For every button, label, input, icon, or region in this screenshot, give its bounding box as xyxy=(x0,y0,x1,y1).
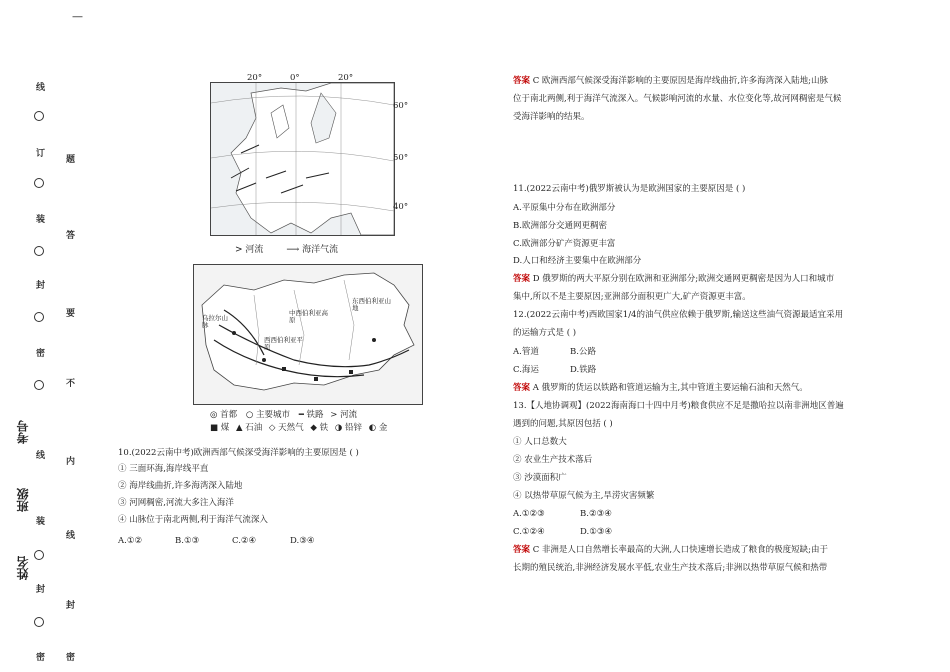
lon-label: 20° xyxy=(338,73,354,83)
answer-10 xyxy=(513,77,828,86)
region-label: 西西伯利亚平原 xyxy=(264,336,303,352)
lat-label: 60° xyxy=(393,101,409,111)
q13-stem: 13.【人地协调观】(2022海南海口十四中月考)粮食供应不足是撒哈拉以南非洲地区普遍 xyxy=(513,401,844,411)
q13-stem-line: 遇到的问题,其原因包括 ( ) xyxy=(513,419,613,429)
answer-label: 答案 xyxy=(513,383,531,393)
lon-label: 20° xyxy=(247,73,263,83)
legend-river: 河流 xyxy=(245,245,264,255)
iron-icon: ◆ xyxy=(310,423,317,433)
legend-iron: 铁 xyxy=(319,423,329,433)
oil-icon: ▲ xyxy=(235,423,243,433)
railway-icon: ━ xyxy=(298,410,304,420)
seal-char: 题 xyxy=(66,155,76,165)
gas-icon: ◇ xyxy=(268,423,276,433)
seal-char: 答 xyxy=(66,231,76,241)
seal-char: 内 xyxy=(66,457,76,467)
binding-hole xyxy=(34,178,44,188)
seal-char: 订 xyxy=(36,149,46,159)
exam-number-label: 考号 xyxy=(16,420,30,444)
seal-char: 要 xyxy=(66,309,76,319)
gold-icon: ◐ xyxy=(368,423,377,433)
legend-gas: 天然气 xyxy=(278,423,304,433)
q13-option: ③ 沙漠面积广 xyxy=(513,473,567,483)
river-symbol-icon: > xyxy=(235,245,243,255)
seal-char: 密 xyxy=(36,653,46,663)
q13-choice: C.①②④ xyxy=(513,527,545,537)
russia-map xyxy=(193,264,423,405)
q10-choice: C.②④ xyxy=(232,536,257,546)
binding-hole xyxy=(34,312,44,322)
q10-option: ④ 山脉位于南北两侧,利于海洋气流深入 xyxy=(118,515,268,525)
q11-option: A.平原集中分布在欧洲部分 xyxy=(513,203,616,213)
top-dash: — xyxy=(72,10,83,23)
q10-option: ③ 河网稠密,河流大多注入海洋 xyxy=(118,498,234,508)
lead-zinc-icon: ◑ xyxy=(334,423,343,433)
answer-11-line: 集中,所以不是主要原因;亚洲部分面积更广大,矿产资源更丰富。 xyxy=(513,292,751,302)
river-icon: > xyxy=(330,410,338,420)
answer-text: C 欧洲西部气候深受海洋影响的主要原因是海岸线曲折,许多海湾深入陆地;山脉 xyxy=(532,76,828,86)
legend-coal: 煤 xyxy=(220,423,230,433)
q12-option: D.铁路 xyxy=(570,365,597,375)
seal-char: 装 xyxy=(36,517,46,527)
binding-hole xyxy=(34,617,44,627)
answer-text: A 俄罗斯的货运以铁路和管道运输为主,其中管道主要运输石油和天然气。 xyxy=(532,383,808,393)
seal-char: 装 xyxy=(36,215,46,225)
answer-11 xyxy=(513,275,834,284)
region-label: 中西伯利亚高原 xyxy=(289,309,328,325)
q13-choice: B.②③④ xyxy=(580,509,612,519)
q10-choice: B.①③ xyxy=(175,536,200,546)
legend-lead-zinc: 铅锌 xyxy=(344,423,362,433)
binding-hole xyxy=(34,550,44,560)
lat-label: 40° xyxy=(393,202,409,212)
q11-option: B.欧洲部分交通网更稠密 xyxy=(513,221,607,231)
q13-option: ② 农业生产技术落后 xyxy=(513,455,593,465)
region-label: 乌拉尔山脉 xyxy=(202,314,228,330)
q13-option: ④ 以热带草原气候为主,旱涝灾害频繁 xyxy=(513,491,655,501)
q11-stem: 11.(2022云南中考)俄罗斯被认为是欧洲国家的主要原因是 ( ) xyxy=(513,184,746,194)
lon-label: 0° xyxy=(290,73,300,83)
answer-text: C 非洲是人口自然增长率最高的大洲,人口快速增长造成了粮食的极度短缺;由于 xyxy=(532,545,828,555)
answer-10-line: 受海洋影响的结果。 xyxy=(513,112,590,122)
coal-icon: ■ xyxy=(210,423,219,433)
region-label: 东西伯利亚山地 xyxy=(352,297,391,313)
europe-map-legend xyxy=(235,242,338,255)
q10-choice: D.③④ xyxy=(290,536,315,546)
city-icon: ○ xyxy=(245,410,254,420)
current-arrow-icon: ⟶ xyxy=(286,245,300,255)
capital-icon: ◎ xyxy=(210,410,218,420)
answer-10-line: 位于南北两侧,利于海洋气流深入。气候影响河流的水量、水位变化等,故河网稠密是气候 xyxy=(513,94,842,104)
answer-12 xyxy=(513,384,808,393)
seal-char: 不 xyxy=(66,379,76,389)
class-label: 班级 xyxy=(16,488,30,512)
q13-option: ① 人口总数大 xyxy=(513,437,567,447)
russia-map-legend-row1 xyxy=(210,408,357,420)
seal-char: 线 xyxy=(36,451,46,461)
russia-map-graphic xyxy=(194,265,422,404)
legend-capital: 首都 xyxy=(220,410,238,420)
q12-option: A.管道 xyxy=(513,347,539,357)
legend-oil: 石油 xyxy=(245,423,263,433)
q13-choice: A.①②③ xyxy=(513,509,545,519)
answer-13 xyxy=(513,546,828,555)
q12-stem-line: 的运输方式是 ( ) xyxy=(513,328,577,338)
binding-hole xyxy=(34,246,44,256)
name-label: 姓名 xyxy=(16,556,30,580)
europe-map xyxy=(210,82,395,236)
europe-map-graphic xyxy=(211,83,394,235)
q11-option: D.人口和经济主要集中在欧洲部分 xyxy=(513,256,642,266)
legend-current: 海洋气流 xyxy=(302,245,339,255)
legend-city: 主要城市 xyxy=(255,410,290,420)
lat-label: 50° xyxy=(393,153,409,163)
seal-char: 线 xyxy=(36,83,46,93)
legend-railway: 铁路 xyxy=(306,410,324,420)
binding-hole xyxy=(34,111,44,121)
q10-stem: 10.(2022云南中考)欧洲西部气候深受海洋影响的主要原因是 ( ) xyxy=(118,448,359,458)
seal-char: 封 xyxy=(36,585,46,595)
binding-hole xyxy=(34,380,44,390)
legend-gold: 金 xyxy=(378,423,388,433)
russia-map-legend-row2 xyxy=(210,421,387,433)
q10-option: ① 三面环海,海岸线平直 xyxy=(118,464,209,474)
q10-choice: A.①② xyxy=(118,536,143,546)
seal-char: 密 xyxy=(66,653,76,663)
answer-label: 答案 xyxy=(513,274,531,284)
answer-text: D 俄罗斯的两大平原分别在欧洲和亚洲部分;欧洲交通网更稠密是因为人口和城市 xyxy=(532,274,835,284)
q12-stem: 12.(2022云南中考)西欧国家1/4的油气供应依赖于俄罗斯,输送这些油气资源最适宜采用 xyxy=(513,310,844,320)
answer-label: 答案 xyxy=(513,76,531,86)
seal-char: 封 xyxy=(36,281,46,291)
answer-13-line: 长期的殖民统治,非洲经济发展水平低,农业生产技术落后;非洲以热带草原气候和热带 xyxy=(513,563,828,573)
q13-choice: D.①③④ xyxy=(580,527,613,537)
legend-river: 河流 xyxy=(340,410,358,420)
q10-option: ② 海岸线曲折,许多海湾深入陆地 xyxy=(118,481,243,491)
seal-char: 密 xyxy=(36,349,46,359)
q11-option: C.欧洲部分矿产资源更丰富 xyxy=(513,239,616,249)
seal-char: 线 xyxy=(66,531,76,541)
q12-option: B.公路 xyxy=(570,347,596,357)
seal-char: 封 xyxy=(66,601,76,611)
answer-label: 答案 xyxy=(513,545,531,555)
q12-option: C.海运 xyxy=(513,365,539,375)
